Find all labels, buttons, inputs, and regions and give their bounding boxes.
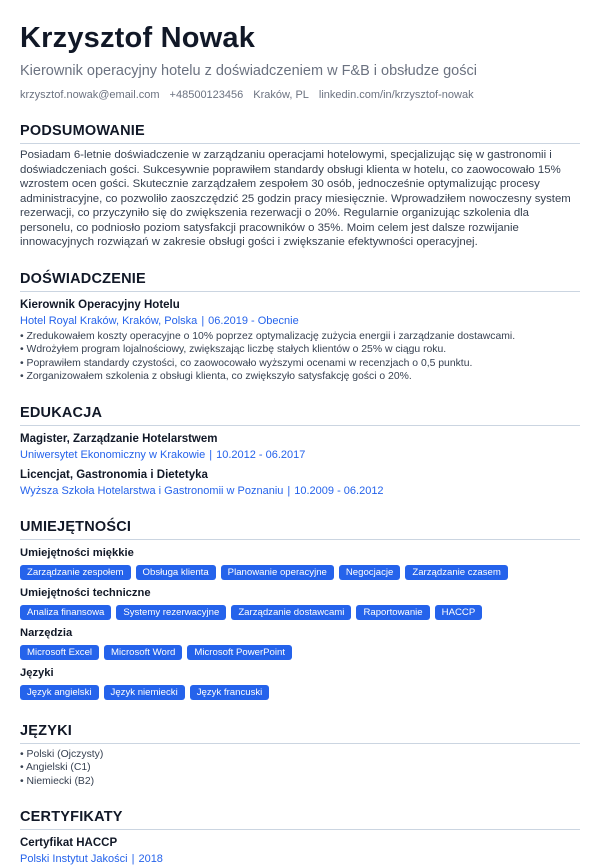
skill-chips <box>20 605 580 620</box>
skill-chip: Raportowanie <box>356 605 429 620</box>
skill-chip: Negocjacje <box>339 565 400 580</box>
language-item: • Niemiecki (B2) <box>20 775 580 789</box>
skill-chip: Systemy rezerwacyjne <box>116 605 226 620</box>
skill-group-title: Umiejętności techniczne <box>20 586 151 599</box>
skill-chip: Zarządzanie zespołem <box>20 565 131 580</box>
meta-separator: | <box>209 448 213 461</box>
contact-email[interactable]: krzysztof.nowak@email.com <box>20 89 160 101</box>
job-dates: 06.2019 - Obecnie <box>208 314 299 327</box>
candidate-name: Krzysztof Nowak <box>20 22 256 54</box>
education-degree: Licencjat, Gastronomia i Dietetyka <box>20 468 208 481</box>
education-school: Wyższa Szkoła Hotelarstwa i Gastronomii w Poznaniu <box>20 484 284 497</box>
job-bullet: • Zorganizowałem szkolenia z obsługi klienta, co zwiększyło satysfakcję gości o 20%. <box>20 370 580 384</box>
languages-section <box>20 722 580 789</box>
certification-year: 2018 <box>138 853 163 865</box>
experience-section <box>20 270 580 384</box>
job-entry <box>20 298 580 384</box>
language-item: • Angielski (C1) <box>20 761 580 775</box>
section-heading-skills: UMIEJĘTNOŚCI <box>20 518 580 540</box>
job-company: Hotel Royal Kraków, Kraków, Polska <box>20 314 198 327</box>
job-title: Kierownik Operacyjny Hotelu <box>20 298 180 311</box>
language-item: • Polski (Ojczysty) <box>20 748 580 762</box>
skill-chip: HACCP <box>435 605 483 620</box>
certification-entry <box>20 836 580 866</box>
skill-group-title: Języki <box>20 666 54 679</box>
candidate-headline: Kierownik operacyjny hotelu z doświadczeniem w F&B i obsłudze gości <box>20 63 477 79</box>
certification-name: Certyfikat HACCP <box>20 837 118 849</box>
education-section <box>20 404 580 498</box>
summary-text: Posiadam 6-letnie doświadczenie w zarządzaniu operacjami hotelowymi, specjalizując się w gastronomii i doświadczeniach gości. Sukcesywnie poprawiłem standardy obsługi klienta w hotelu, co zaowocowało 15% wzrostem ocen gości. Skutecznie zarządzałem zespołem 30 osób, jednocześnie optymalizując procesy administracyjne, co pozwoliło zaoszczędzić 25 godzin pracy miesięcznie. Wprowadziłem nowoczesny system rezerwacji, co przyczyniło się do zwiększenia rezerwacji o 20%. Regularnie organizując szkolenia dla personelu, co podniosło poziom satysfakcji pracowników o 35%. Moim celem jest dalsze rozwijanie innowacyjnych rozwiązań w zakresie obsługi gości i zwiększanie efektywności operacyjnej. <box>20 149 571 248</box>
skill-chips <box>20 565 580 580</box>
skill-chip: Analiza finansowa <box>20 605 111 620</box>
meta-separator: | <box>201 314 205 327</box>
skill-chip: Zarządzanie czasem <box>405 565 508 580</box>
contact-line <box>20 88 580 102</box>
certification-meta <box>20 852 580 866</box>
job-bullet: • Poprawiłem standardy czystości, co zaowocowało wyższymi ocenami w recenzjach o 0,5 punktu. <box>20 357 580 371</box>
section-heading-experience: DOŚWIADCZENIE <box>20 270 580 292</box>
skill-chip: Język niemiecki <box>104 685 185 700</box>
skill-chip: Microsoft Word <box>104 645 182 660</box>
skill-chip: Język angielski <box>20 685 99 700</box>
skill-group-title: Narzędzia <box>20 626 73 639</box>
job-bullet: • Wdrożyłem program lojalnościowy, zwiększając liczbę stałych klientów o 25% w ciągu roku. <box>20 343 580 357</box>
skill-chip: Microsoft Excel <box>20 645 99 660</box>
skill-chip: Obsługa klienta <box>136 565 216 580</box>
job-bullet: • Zredukowałem koszty operacyjne o 10% poprzez optymalizację zużycia energii i zarządzanie dostawcami. <box>20 330 580 344</box>
certifications-section <box>20 808 580 866</box>
skill-chips <box>20 645 580 660</box>
certification-issuer: Polski Instytut Jakości <box>20 853 128 865</box>
education-entry <box>20 468 580 498</box>
education-entry <box>20 432 580 462</box>
education-degree: Magister, Zarządzanie Hotelarstwem <box>20 432 218 445</box>
job-bullets <box>20 330 580 384</box>
section-heading-summary: PODSUMOWANIE <box>20 122 580 144</box>
skill-chip: Zarządzanie dostawcami <box>231 605 351 620</box>
education-meta <box>20 484 580 498</box>
section-heading-education: EDUKACJA <box>20 404 580 426</box>
education-meta <box>20 448 580 462</box>
education-school: Uniwersytet Ekonomiczny w Krakowie <box>20 448 206 461</box>
language-list <box>20 748 580 789</box>
meta-separator: | <box>287 484 291 497</box>
skill-chips <box>20 685 580 700</box>
skill-chip: Język francuski <box>190 685 270 700</box>
section-heading-certifications: CERTYFIKATY <box>20 808 580 830</box>
skill-chip: Microsoft PowerPoint <box>187 645 292 660</box>
meta-separator: | <box>131 853 135 865</box>
contact-location: Kraków, PL <box>253 89 309 101</box>
skills-section <box>20 518 580 700</box>
section-heading-languages: JĘZYKI <box>20 722 580 744</box>
job-meta <box>20 314 580 328</box>
education-dates: 10.2009 - 06.2012 <box>294 484 384 497</box>
summary-section <box>20 122 580 250</box>
skill-chip: Planowanie operacyjne <box>221 565 334 580</box>
education-dates: 10.2012 - 06.2017 <box>216 448 306 461</box>
contact-phone[interactable]: +48500123456 <box>169 89 244 101</box>
skill-group-title: Umiejętności miękkie <box>20 546 134 559</box>
contact-linkedin[interactable]: linkedin.com/in/krzysztof-nowak <box>318 89 474 101</box>
